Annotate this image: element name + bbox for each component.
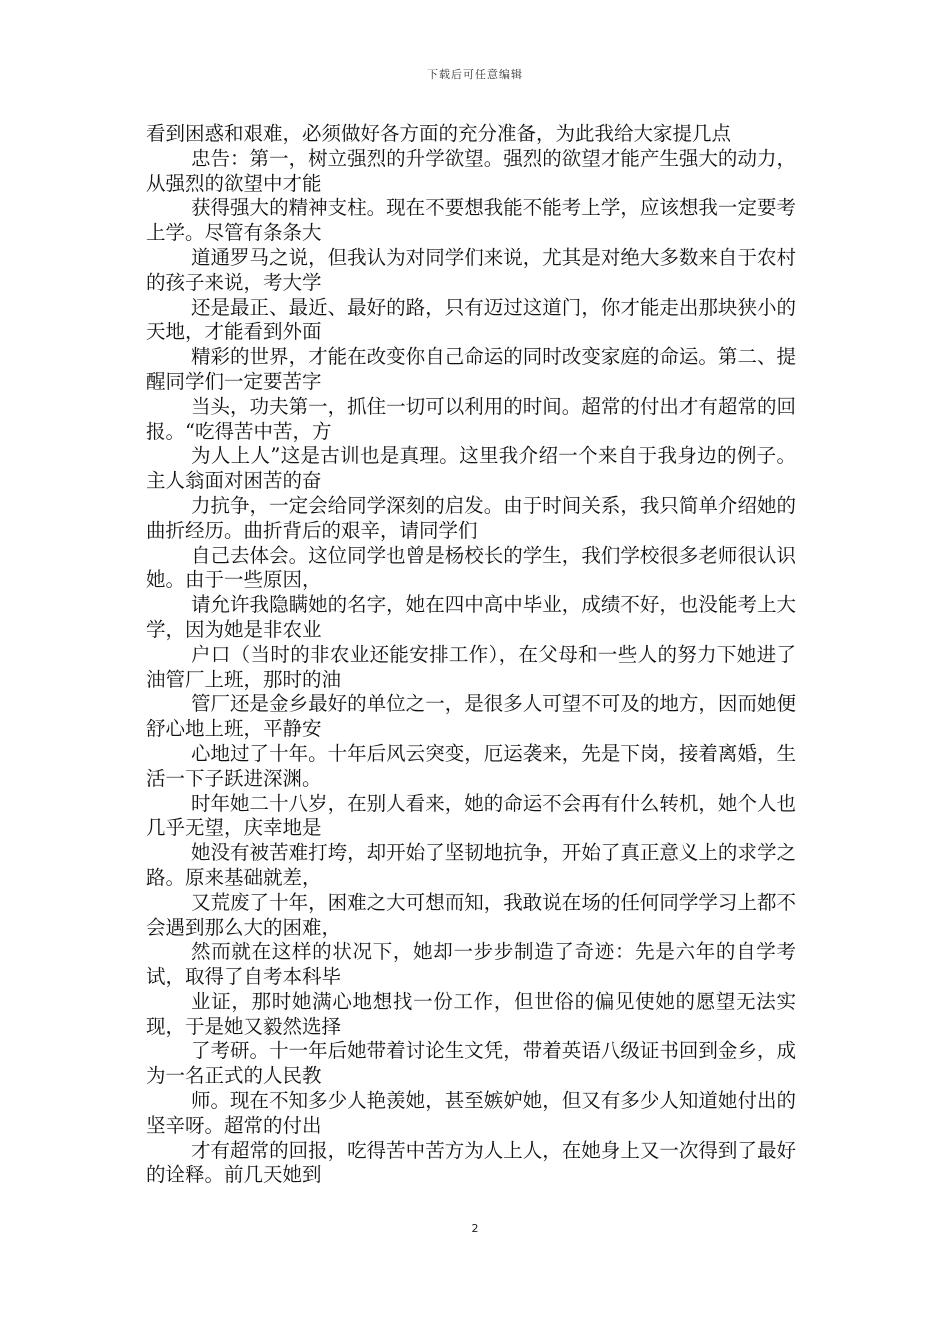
page-header: 下载后可任意编辑 <box>427 68 523 81</box>
paragraph: 还是最正、最近、最好的路，只有迈过这道门，你才能走出那块狭小的天地，才能看到外面 <box>146 295 796 344</box>
paragraph: 精彩的世界，才能在改变你自己命运的同时改变家庭的命运。第二、提醒同学们一定要苦字 <box>146 345 796 393</box>
paragraph: 管厂还是金乡最好的单位之一，是很多人可望不可及的地方，因而她便舒心地上班，平静安 <box>146 692 796 741</box>
paragraph: 看到困惑和艰难，必须做好各方面的充分准备，为此我给大家提几点 <box>146 122 732 145</box>
paragraph: 了考研。十一年后她带着讨论生文凭，带着英语八级证书回到金乡，成为一名正式的人民教 <box>146 1039 796 1088</box>
paragraph: 然而就在这样的状况下，她却一步步制造了奇迹：先是六年的自学考试，取得了自考本科毕 <box>146 940 796 989</box>
paragraph: 获得强大的精神支柱。现在不要想我能不能考上学，应该想我一定要考上学。尽管有条条大 <box>146 196 796 245</box>
paragraph: 道通罗马之说，但我认为对同学们来说，尤其是对绝大多数来自于农村的孩子来说，考大学 <box>146 245 796 294</box>
page-number: 2 <box>471 1222 479 1235</box>
paragraph: 当头，功夫第一，抓住一切可以利用的时间。超常的付出才有超常的回报。“吃得苦中苦，方 <box>146 394 796 443</box>
paragraph: 忠告：第一，树立强烈的升学欲望。强烈的欲望才能产生强大的动力，从强烈的欲望中才能 <box>146 146 796 195</box>
paragraph: 业证，那时她满心地想找一份工作，但世俗的偏见使她的愿望无法实现，于是她又毅然选择 <box>146 989 796 1038</box>
paragraph: 她没有被苦难打垮，却开始了坚韧地抗争，开始了真正意义上的求学之路。原来基础就差， <box>146 841 796 889</box>
body-text <box>146 122 796 1188</box>
paragraph: 户口（当时的非农业还能安排工作），在父母和一些人的努力下她进了油管厂上班，那时的油 <box>146 642 796 691</box>
paragraph: 时年她二十八岁，在别人看来，她的命运不会再有什么转机，她个人也几乎无望，庆幸地是 <box>146 791 796 840</box>
paragraph: 师。现在不知多少人艳羡她，甚至嫉妒她，但又有多少人知道她付出的坚辛呀。超常的付出 <box>146 1089 796 1137</box>
paragraph: 为人上人”这是古训也是真理。这里我介绍一个来自于我身边的例子。主人翁面对困苦的奋 <box>146 444 796 493</box>
paragraph: 心地过了十年。十年后风云突变，厄运袭来，先是下岗，接着离婚，生活一下子跃进深渊。 <box>146 741 796 790</box>
paragraph: 又荒废了十年，困难之大可想而知，我敢说在场的任何同学学习上都不会遇到那么大的困难， <box>146 890 796 939</box>
paragraph: 请允许我隐瞒她的名字，她在四中高中毕业，成绩不好，也没能考上大学，因为她是非农业 <box>146 593 796 641</box>
paragraph: 力抗争，一定会给同学深刻的启发。由于时间关系，我只简单介绍她的曲折经历。曲折背后的艰辛，请同学们 <box>146 493 796 542</box>
paragraph: 才有超常的回报，吃得苦中苦方为人上人，在她身上又一次得到了最好的诠释。前几天她到 <box>146 1138 796 1187</box>
paragraph: 自己去体会。这位同学也曾是杨校长的学生，我们学校很多老师很认识她。由于一些原因， <box>146 543 796 592</box>
